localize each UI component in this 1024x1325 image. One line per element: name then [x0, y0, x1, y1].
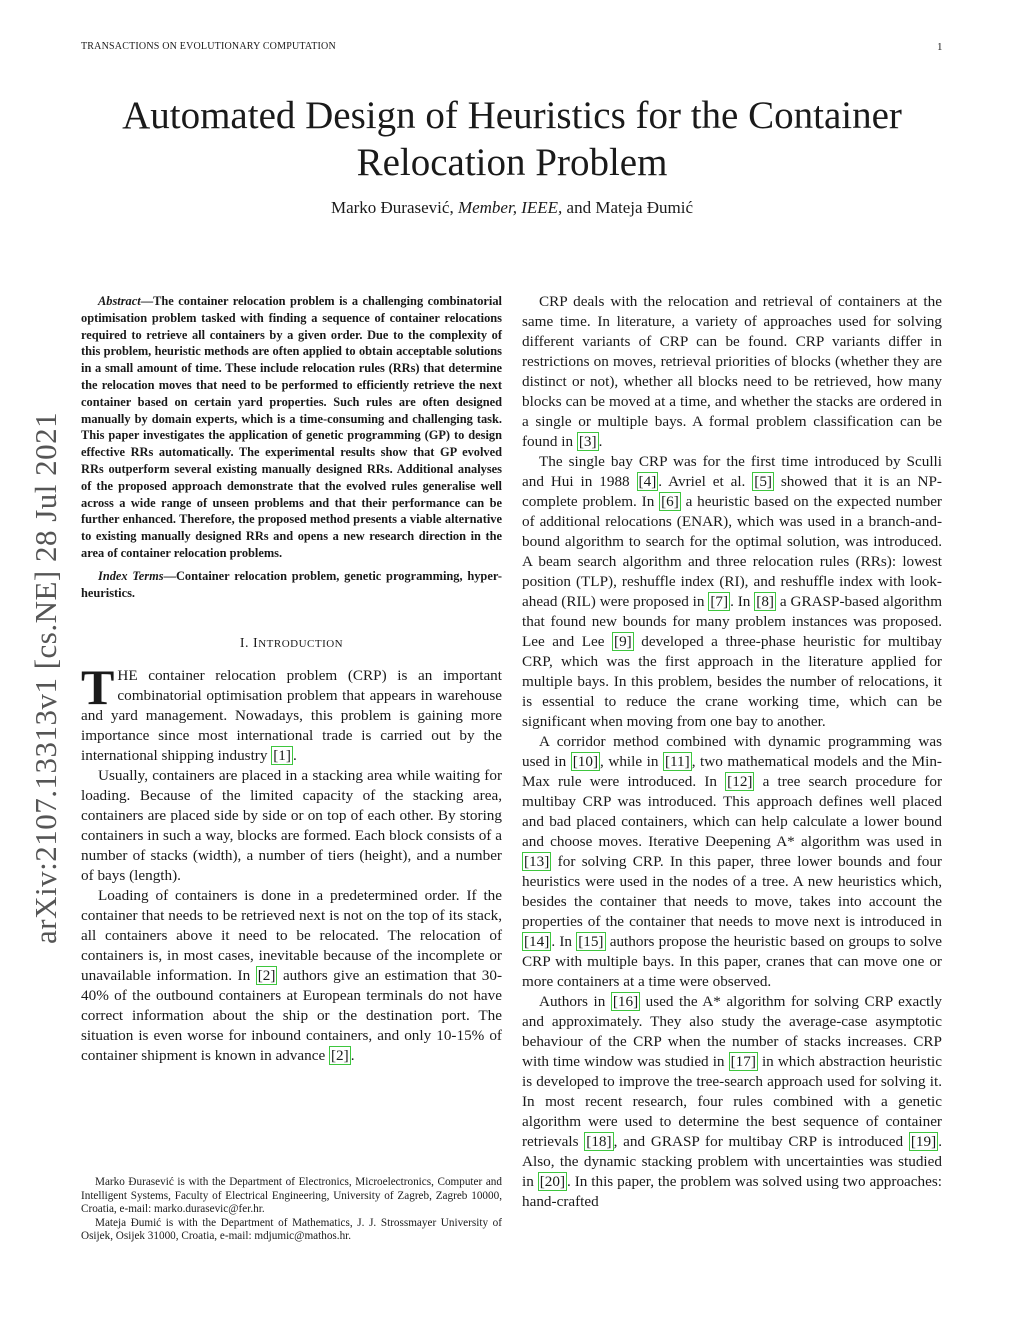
paragraph-text: . — [292, 747, 297, 765]
paragraph-text: The single bay CRP was for the first time introduced by Sculli and Hui in 1988 — [522, 453, 942, 490]
author-membership: Member, IEEE, — [457, 198, 563, 217]
citation-link[interactable]: [13] — [524, 853, 550, 870]
drop-cap: T — [81, 659, 115, 716]
citation-link[interactable]: [3] — [578, 433, 597, 450]
paragraph-text: Loading of containers is done in a predetermined order. If the container that needs to be retrieved next is not on the top of its stack, all containers above it need to be relocated. The relocation of containers is, in most cases, inevitable because of the incomplete or unavailable information. In — [81, 887, 502, 985]
citation-link[interactable]: [20] — [539, 1173, 566, 1190]
paragraph-text: used the A* algorithm for solving CRP exactly and approximately. They also study the average-case asymptotic behaviour of the CRP when the number of stacks increases. CRP with time window was studied in — [522, 993, 943, 1070]
paragraph-text: A corridor method combined with dynamic programming was used in — [522, 733, 942, 770]
paragraph-text: developed a three-phase heuristic for multibay CRP, which was the first approach in the literature applied for multiple bays. In this problem, besides the number of relocations, it is essential to reduce the crane working time, which can be significant when moving from one bay to another. — [522, 633, 942, 730]
paper-title — [60, 92, 964, 186]
footnote-2: Mateja Đumić is with the Department of Mathematics, J. J. Strossmayer University of Osijek, Osijek 31000, Croatia, e-mail: mdjumic@mathos.hr. — [81, 1216, 502, 1243]
citation-link[interactable]: [11] — [664, 753, 690, 770]
citation-link[interactable]: [4] — [638, 473, 657, 490]
citation-link[interactable]: [18] — [586, 1133, 612, 1150]
paragraph-text: . In — [551, 933, 577, 950]
citation-link[interactable]: [7] — [710, 593, 729, 610]
citation-link[interactable]: [9] — [614, 633, 632, 650]
paragraph-text: . Also, the dynamic stacking problem with uncertainties was studied in — [522, 1133, 942, 1190]
index-terms-label: Index Terms — [98, 568, 164, 583]
paragraph-text: . — [350, 1047, 355, 1065]
paragraph-text: a GRASP-based algorithm that found new bounds for many problem instances was proposed. Lee and Lee — [522, 593, 943, 650]
citation-link[interactable]: [16] — [612, 993, 639, 1010]
abstract-label: Abstract — [98, 294, 141, 308]
paragraph-text: CRP deals with the relocation and retrieval of containers at the same time. In literature, a variety of approaches used for solving different variants of CRP can be found. CRP variants differ in restrictions on moves, retrieval priorities of blocks (whether they are distinct or not), whether all blocks need to be retrieved, how many blocks can be moved at a time, and whether the stacks are ordered in a single or multiple bays. A formal problem classification can be found in — [522, 293, 942, 450]
citation-link[interactable]: [14] — [524, 933, 550, 950]
citation-link[interactable]: [2] — [331, 1047, 349, 1065]
section-title-rest: NTRODUCTION — [258, 638, 344, 651]
paragraph-text: HE container relocation problem (CRP) is an important combinatorial optimisation problem that appears in warehouse and yard management. Nowadays, this problem is gaining more importance since most international trade is carried out by the international shipping industry — [81, 667, 502, 765]
paragraph-text: , two mathematical models and the Min-Max rule were introduced. In — [522, 753, 942, 790]
paragraph-text: authors give an estimation that 30-40% of the outbound containers at European terminals do not have correct information about the ship or the destination port. The situation is even worse for inbound containers, and only 10-15% of container shipment is known in advance — [81, 967, 502, 1065]
paragraph-text: authors propose the heuristic based on groups to solve CRP with multiple bays. In this paper, cranes that can move one or more containers at a time were observed. — [522, 933, 942, 990]
paragraph-text: . In — [730, 593, 755, 610]
arxiv-stamp: arXiv:2107.13313v1 [cs.NE] 28 Jul 2021 — [28, 411, 63, 944]
citation-link[interactable]: [8] — [756, 593, 774, 610]
intro-paragraph-2: Usually, containers are placed in a stacking area while waiting for loading. Because of the limited capacity of the stacking area, containers are placed side by side or on top of each other. By storing containers in such a way, blocks are formed. Each block consists of a number of stacks (width), a number of tiers (height), and a number of bays (length). — [81, 767, 502, 885]
abstract — [81, 293, 502, 562]
paragraph-text: . Avriel et al. — [658, 473, 753, 490]
citation-link[interactable]: [17] — [730, 1053, 756, 1070]
page-number: 1 — [937, 41, 943, 53]
paragraph-text: for solving CRP. In this paper, three lower bounds and four heuristics were used in the nodes of a tree. A new heuristics which, besides the container that needs to move, takes into account the properties of the container that needs to move next is introduced in — [522, 853, 942, 930]
paragraph-text: in which abstraction heuristic is developed to improve the tree-search approach used for solving it. In most recent research, four rules combined with a genetic algorithm were used to determine the best sequence of container retrievals — [522, 1053, 942, 1150]
paragraph-text: a tree search procedure for multibay CRP was introduced. This approach defines well placed and bad placed containers, which can help calculate a lower bound and choose moves. Iterative Deepening A* algorithm was used in — [522, 773, 942, 850]
paragraph-text: Authors in — [539, 993, 611, 1010]
paragraph-text: . — [598, 433, 603, 450]
index-terms-text: Container relocation problem, genetic programming, hyper-heuristics. — [81, 568, 502, 600]
author-line — [60, 198, 964, 218]
paragraph-text: a heuristic based on the expected number of additional relocations (ENAR), which was used in a branch-and-bound algorithm to search for the optimal solution, was introduced. A beam search algorithm and three relocation rules (RRs): lowest position (TLP), reshuffle index (RI), and reshuffle index with look-ahead (RIL) were proposed in — [522, 493, 942, 610]
right-paragraph-4 — [522, 992, 942, 1212]
section-heading-introduction — [81, 636, 502, 652]
index-terms — [81, 568, 502, 602]
title-line-2: Relocation Problem — [356, 141, 668, 184]
abstract-text: The container relocation problem is a challenging combinatorial optimisation problem tasked with finding a sequence of container relocations required to retrieve all containers by a given order. Due to the complexity of this problem, heuristic methods are often applied to obtain acceptable solutions in a small amount of time. These include relocation rules (RRs) that determine the relocation moves that need to be performed to efficiently retrieve the next container based on certain yard properties. Such rules are often designed manually by domain experts, which is a time-consuming and challenging task. This paper investigates the application of genetic programming (GP) to design effective RRs automatically. The experimental results show that GP evolved RRs outperform several existing manually designed RRs. Additional analyses of the proposed approach demonstrate that the evolved rules generalise well across a wide range of unseen problems and that their performance can be further enhanced. Therefore, the proposed method presents a viable alternative to existing manually designed RRs and opens a new research direction in the area of container relocation problems. — [81, 294, 502, 560]
paragraph-text: , while in — [600, 753, 663, 770]
right-paragraph-3 — [522, 732, 942, 992]
right-paragraph-2 — [522, 452, 942, 732]
paragraph-text: showed that it is an NP-complete problem. In — [522, 473, 942, 510]
title-line-1: Automated Design of Heuristics for the Container — [122, 94, 902, 137]
citation-link[interactable]: [5] — [754, 473, 772, 490]
abstract-dash: — — [140, 294, 154, 308]
section-numeral: I. — [239, 636, 254, 652]
footnote-1: Marko Đurasević is with the Department of Electronics, Microelectronics, Computer and Intelligent Systems, Faculty of Electrical Engineering, University of Zagreb, Zagreb 10000, Croatia, e-mail: marko.durasevic@fer.hr. — [81, 1176, 502, 1216]
running-head: TRANSACTIONS ON EVOLUTIONARY COMPUTATION — [81, 41, 336, 52]
author-1: Marko Đurasević, — [330, 198, 458, 217]
index-terms-dash: — — [163, 568, 176, 583]
citation-link[interactable]: [2] — [257, 967, 276, 985]
citation-link[interactable]: [10] — [572, 753, 599, 770]
intro-paragraph-1 — [81, 659, 502, 766]
citation-link[interactable]: [19] — [910, 1133, 937, 1150]
left-column — [81, 293, 502, 1066]
citation-link[interactable]: [15] — [578, 933, 604, 950]
author-footnotes — [81, 1176, 502, 1244]
right-column — [522, 292, 942, 1212]
paragraph-text: , and GRASP for multibay CRP is introduced — [613, 1133, 909, 1150]
citation-link[interactable]: [1] — [273, 747, 291, 765]
section-title-initial: I — [253, 636, 259, 652]
citation-link[interactable]: [12] — [727, 773, 753, 790]
paragraph-text: . In this paper, the problem was solved using two approaches: hand-crafted — [522, 1173, 942, 1210]
author-2: and Mateja Đumić — [562, 198, 694, 217]
citation-link[interactable]: [6] — [661, 493, 679, 510]
intro-paragraph-3 — [81, 886, 502, 1066]
right-paragraph-1 — [522, 292, 942, 452]
